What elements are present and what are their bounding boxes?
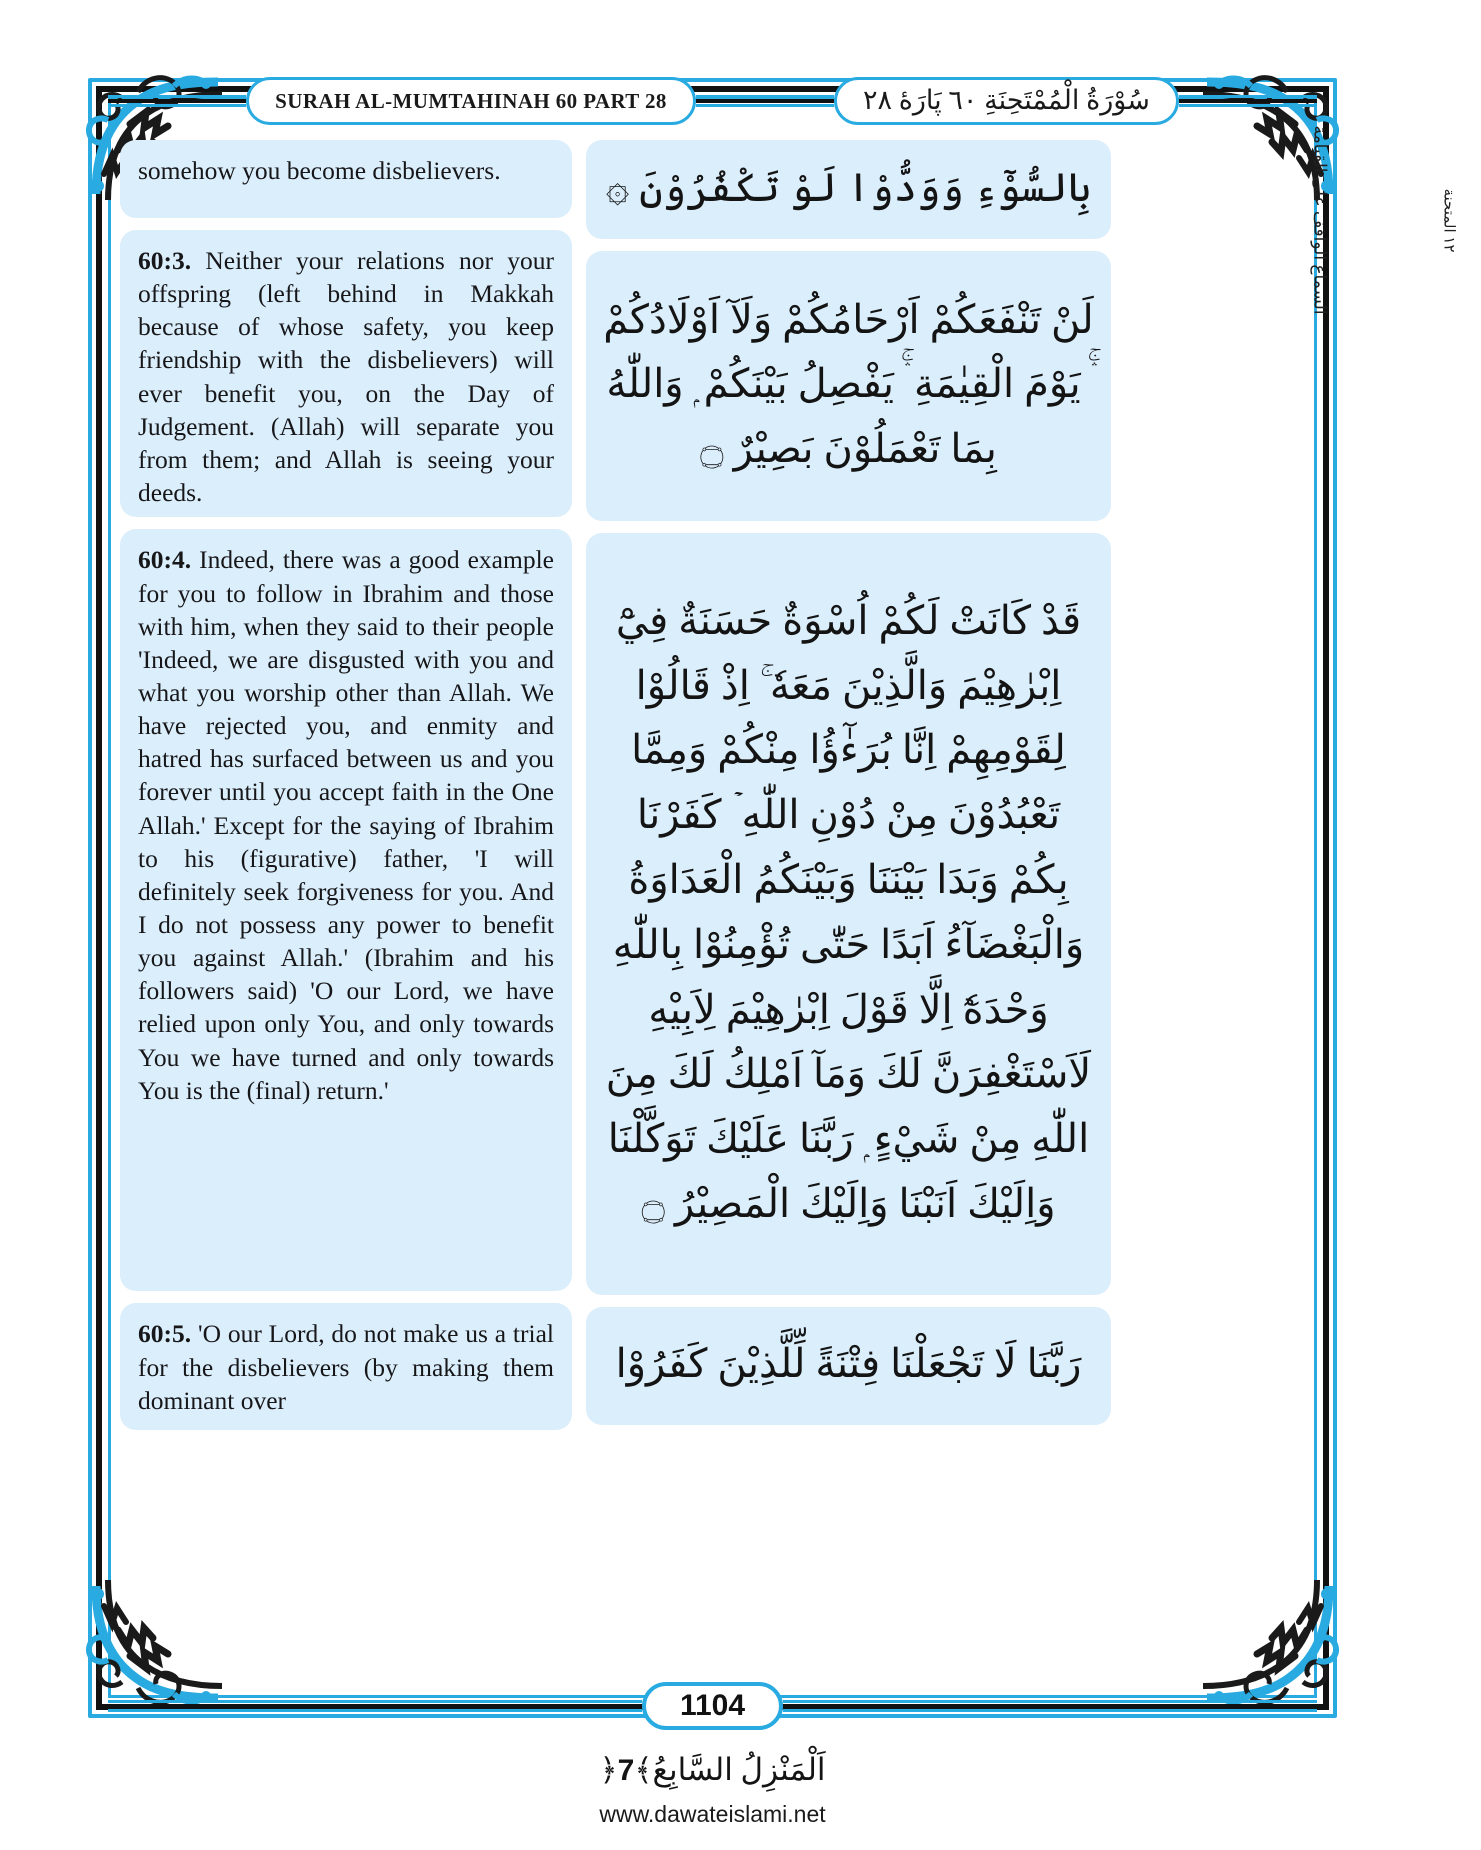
verse-number: 60:4. [138,545,200,575]
manzil-bracket-close: ﴿ [599,1752,618,1787]
surah-title-badge [246,77,696,125]
footer-rule-right [783,1700,1317,1712]
page-header [108,74,1317,128]
manzil-number: 7 [617,1754,635,1787]
surah-title-arabic: سُوْرَةُ الْمُمْتَحِنَةِ ٦٠ پَارَهٔ ٢٨ [862,85,1150,116]
arabic-quran-column [586,140,1111,1430]
arabic-verse-block [586,1307,1111,1425]
website-url: www.dawateislami.net [599,1801,826,1827]
margin-note-line-1: السماع الواقف على القيامة [1310,125,1330,315]
margin-note [1310,125,1457,470]
footer-rule-left [108,1700,642,1712]
surah-title-badge-arabic [834,77,1179,125]
arabic-verse-block [586,251,1111,521]
english-translation-column [120,140,572,1430]
translation-text: Indeed, there was a good example for you to follow in Ibrahim and those with him, when they said to their people 'Indeed, we are disgusted with you and what you worship other than Allah. We have rejected you, and enmity and hatred has surfaced between us and you forever until you accept faith in the One Allah.' Except for the saying of Ibrahim to his (figurative) father, 'I will definitely seek forgiveness for you. And I do not possess any power to benefit you against Allah.' (Ibrahim and his followers said) 'O our Lord, we have relied upon only You, and only towards You we have turned and only towards You is the (final) return.' [138,545,554,1105]
translation-block [120,529,572,1291]
header-rule-right [1179,95,1317,107]
translation-block [120,140,572,218]
manzil-text-arabic: اَلْمَنْزِلُ السَّابِعُ [652,1752,826,1787]
arabic-verse-block [586,533,1111,1295]
header-rule-center [696,95,834,107]
surah-title-english: SURAH AL-MUMTAHINAH 60 PART 28 [275,88,667,113]
page-footer [108,1680,1317,1732]
header-rule-left [108,95,246,107]
page-number: 1104 [642,1682,783,1730]
arabic-verse-block [586,140,1111,239]
translation-text: Neither your relations nor your offspring (left behind in Makkah because of whose safety, you keep friendship with the disbelievers) will ever benefit you, on the Day of Judgement. (Allah) will separate you from them; and Allah is seeing your deeds. [138,246,554,507]
arabic-verse-text: قَدْ كَانَتْ لَكُمْ اُسْوَةٌ حَسَنَةٌ فِيْٓ اِبْرٰهِيْمَ وَالَّذِيْنَ مَعَهٗ ۚ اِذْ قَالُوْا لِقَوْمِهِمْ اِنَّا بُرَءٰٓؤُا مِنْكُمْ وَمِمَّا تَعْبُدُوْنَ مِنْ دُوْنِ اللّٰهِ ۡ كَفَرْنَا بِكُمْ وَبَدَا بَيْنَنَا وَبَيْنَكُمُ الْعَدَاوَةُ وَالْبَغْضَآءُ اَبَدًا حَتّٰى تُؤْمِنُوْا بِاللّٰهِ وَحْدَهٗٓ اِلَّا قَوْلَ اِبْرٰهِيْمَ لِاَبِيْهِ لَاَسْتَغْفِرَنَّ لَكَ وَمَآ اَمْلِكُ لَكَ مِنَ اللّٰهِ مِنْ شَيْءٍ ۭ رَبَّنَا عَلَيْكَ تَوَكَّلْنَا وَاِلَيْكَ اَنَبْنَا وَاِلَيْكَ الْمَصِيْرُ ۝ [605,597,1092,1226]
verse-number: 60:3. [138,246,206,275]
translation-block [120,230,572,517]
translation-text: somehow you become disbelievers. [138,156,501,185]
arabic-verse-text: لَنْ تَنْفَعَكُمْ اَرْحَامُكُمْ وَلَآ اَوْلَادُكُمْ ۛۚ يَوْمَ الْقِيٰمَةِ ۛۚ يَفْصِلُ بَيْنَكُمْ ۭ وَاللّٰهُ بِمَا تَعْمَلُوْنَ بَصِيْرٌ ۝ [603,296,1094,472]
manzil-label [0,1752,1425,1788]
translation-block [120,1303,572,1430]
verse-number: 60:5. [138,1319,198,1349]
arabic-verse-text: رَبَّنَا لَا تَجْعَلْنَا فِتْنَةً لِّلَّذِيْنَ كَفَرُوْا [615,1341,1082,1387]
margin-note-line-2: ١٢ المتحنة [1440,187,1457,253]
translation-text: 'O our Lord, do not make us a trial for the disbelievers (by making them dominant over [138,1319,554,1415]
arabic-verse-text: بِالسُّوْٓءِ وَوَدُّوْا لَوْ تَكْفُرُوْنَ ۞ [605,165,1092,210]
translation-content-area [120,140,1305,1430]
manzil-bracket-open: ﴾ [634,1752,653,1787]
